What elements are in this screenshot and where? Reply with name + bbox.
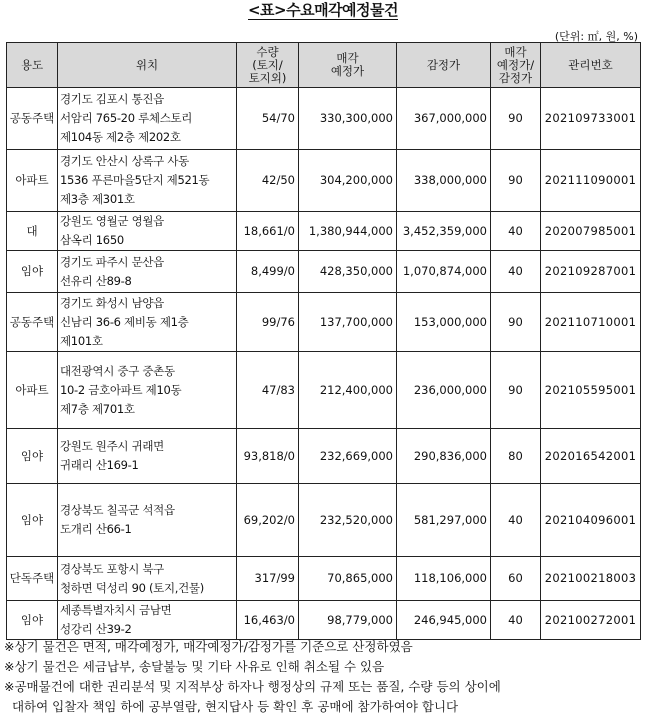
cell-mgmt-no: 202016542001: [541, 429, 641, 484]
location-line: 제104동 제2층 제202호: [60, 130, 181, 144]
header-location: 위치: [58, 43, 237, 88]
cell-sale-price: 137,700,000: [299, 293, 397, 352]
cell-sale-price: 232,520,000: [299, 484, 397, 557]
cell-ratio: 90: [491, 150, 541, 212]
cell-ratio: 90: [491, 293, 541, 352]
table-row: [7, 557, 641, 601]
location-line: 선유리 산89-8: [60, 273, 132, 288]
location-line: 대전광역시 중구 중촌동: [60, 363, 175, 378]
cell-use: 임야: [7, 484, 58, 557]
location-line: 제101호: [60, 333, 103, 348]
cell-use: 대: [7, 212, 58, 251]
cell-appraisal: 290,836,000: [397, 429, 491, 484]
location-line: 10-2 금호아파트 제10동: [60, 382, 182, 397]
cell-appraisal: 236,000,000: [397, 352, 491, 429]
cell-ratio: 40: [491, 601, 541, 640]
cell-qty: 18,661/0: [237, 212, 299, 251]
location-line: 경상북도 포항시 북구: [60, 561, 164, 576]
cell-mgmt-no: 202105595001: [541, 352, 641, 429]
cell-appraisal: 153,000,000: [397, 293, 491, 352]
header-qty: 수량 (토지/ 토지외): [237, 43, 299, 88]
location-line: 1536 푸른마을5단지 제521동: [60, 173, 210, 187]
cell-use: 아파트: [7, 150, 58, 212]
cell-sale-price: 428,350,000: [299, 251, 397, 293]
cell-ratio: 90: [491, 352, 541, 429]
header-sale-price: 매각 예정가: [299, 43, 397, 88]
page-title: <표>수요매각예정물건: [247, 1, 399, 19]
cell-sale-price: 212,400,000: [299, 352, 397, 429]
location-line: 세종특별자치시 금남면: [60, 603, 172, 617]
cell-appraisal: 3,452,359,000: [397, 212, 491, 251]
header-row: [7, 43, 641, 88]
cell-qty: 69,202/0: [237, 484, 299, 557]
cell-qty: 99/76: [237, 293, 299, 352]
header-use: 용도: [7, 43, 58, 88]
cell-qty: 317/99: [237, 557, 299, 601]
table-row: [7, 88, 641, 150]
header-appraisal: 감정가: [397, 43, 491, 88]
footnote: ※공매물건에 대한 권리분석 및 지적부상 하자나 행정상의 규제 또는 품질, 수량 등의 상이에: [4, 679, 501, 694]
cell-location: [58, 150, 237, 212]
location-line: 삼옥리 1650: [60, 233, 124, 247]
cell-location: [58, 212, 237, 251]
footnote: ※상기 물건은 면적, 매각예정가, 매각예정가/감정가를 기준으로 산정하였음: [4, 639, 413, 654]
cell-use: 임야: [7, 251, 58, 293]
location-line: 경상북도 칠곡군 석적읍: [60, 503, 175, 517]
cell-appraisal: 246,945,000: [397, 601, 491, 640]
location-line: 제3층 제301호: [60, 192, 135, 206]
cell-appraisal: 367,000,000: [397, 88, 491, 150]
cell-ratio: 60: [491, 557, 541, 601]
cell-location: [58, 601, 237, 640]
cell-appraisal: 118,106,000: [397, 557, 491, 601]
cell-qty: 54/70: [237, 88, 299, 150]
table-row: [7, 352, 641, 429]
cell-qty: 93,818/0: [237, 429, 299, 484]
cell-sale-price: 232,669,000: [299, 429, 397, 484]
header-mgmt-no: 관리번호: [541, 43, 641, 88]
table-row: [7, 251, 641, 293]
table-row: [7, 429, 641, 484]
cell-qty: 47/83: [237, 352, 299, 429]
location-line: 귀래리 산169-1: [60, 458, 139, 472]
location-line: 경기도 안산시 상록구 사동: [60, 154, 189, 168]
cell-use: 공동주택: [7, 88, 58, 150]
table-row: [7, 484, 641, 557]
cell-sale-price: 98,779,000: [299, 601, 397, 640]
cell-use: 공동주택: [7, 293, 58, 352]
cell-sale-price: 70,865,000: [299, 557, 397, 601]
footnote: 대하여 입찰자 책임 하에 공부열람, 현지답사 등 확인 후 공매에 참가하여야 합니다: [4, 699, 459, 714]
cell-appraisal: 338,000,000: [397, 150, 491, 212]
cell-sale-price: 330,300,000: [299, 88, 397, 150]
cell-mgmt-no: 202109733001: [541, 88, 641, 150]
cell-location: [58, 293, 237, 352]
cell-use: 아파트: [7, 352, 58, 429]
location-line: 제7층 제701호: [60, 401, 135, 416]
cell-ratio: 40: [491, 251, 541, 293]
footnotes: [4, 637, 644, 717]
cell-mgmt-no: 202100218003: [541, 557, 641, 601]
location-line: 강원도 영월군 영월읍: [60, 214, 164, 228]
cell-mgmt-no: 202110710001: [541, 293, 641, 352]
cell-qty: 16,463/0: [237, 601, 299, 640]
cell-location: [58, 484, 237, 557]
cell-sale-price: 304,200,000: [299, 150, 397, 212]
cell-use: 임야: [7, 429, 58, 484]
location-line: 경기도 김포시 통진읍: [60, 92, 164, 106]
cell-location: [58, 429, 237, 484]
location-line: 서암리 765-20 루체스토리: [60, 111, 193, 125]
table-row: [7, 212, 641, 251]
cell-sale-price: 1,380,944,000: [299, 212, 397, 251]
location-line: 청하면 덕성리 90 (토지,건물): [60, 580, 204, 595]
cell-ratio: 80: [491, 429, 541, 484]
cell-mgmt-no: 202100272001: [541, 601, 641, 640]
cell-location: [58, 88, 237, 150]
cell-mgmt-no: 202104096001: [541, 484, 641, 557]
cell-mgmt-no: 202111090001: [541, 150, 641, 212]
cell-ratio: 40: [491, 212, 541, 251]
location-line: 성강리 산39-2: [60, 622, 132, 636]
header-ratio: 매각 예정가/ 감정가: [491, 43, 541, 88]
cell-appraisal: 581,297,000: [397, 484, 491, 557]
cell-location: [58, 557, 237, 601]
cell-appraisal: 1,070,874,000: [397, 251, 491, 293]
location-line: 경기도 화성시 남양읍: [60, 295, 164, 310]
location-line: 신남리 36-6 제비동 제1층: [60, 314, 189, 329]
cell-mgmt-no: 202007985001: [541, 212, 641, 251]
sale-table: [6, 42, 641, 640]
location-line: 강원도 원주시 귀래면: [60, 439, 164, 453]
cell-mgmt-no: 202109287001: [541, 251, 641, 293]
cell-qty: 8,499/0: [237, 251, 299, 293]
cell-use: 임야: [7, 601, 58, 640]
cell-location: [58, 251, 237, 293]
table-row: [7, 601, 641, 640]
location-line: 도개리 산66-1: [60, 522, 132, 536]
table-row: [7, 293, 641, 352]
footnote: ※상기 물건은 세금납부, 송달불능 및 기타 사유로 인해 취소될 수 있음: [4, 659, 385, 674]
unit-label: (단위: ㎡, 원, %): [554, 30, 638, 43]
table-row: [7, 150, 641, 212]
cell-qty: 42/50: [237, 150, 299, 212]
cell-location: [58, 352, 237, 429]
cell-use: 단독주택: [7, 557, 58, 601]
cell-ratio: 90: [491, 88, 541, 150]
location-line: 경기도 파주시 문산읍: [60, 254, 164, 269]
cell-ratio: 40: [491, 484, 541, 557]
